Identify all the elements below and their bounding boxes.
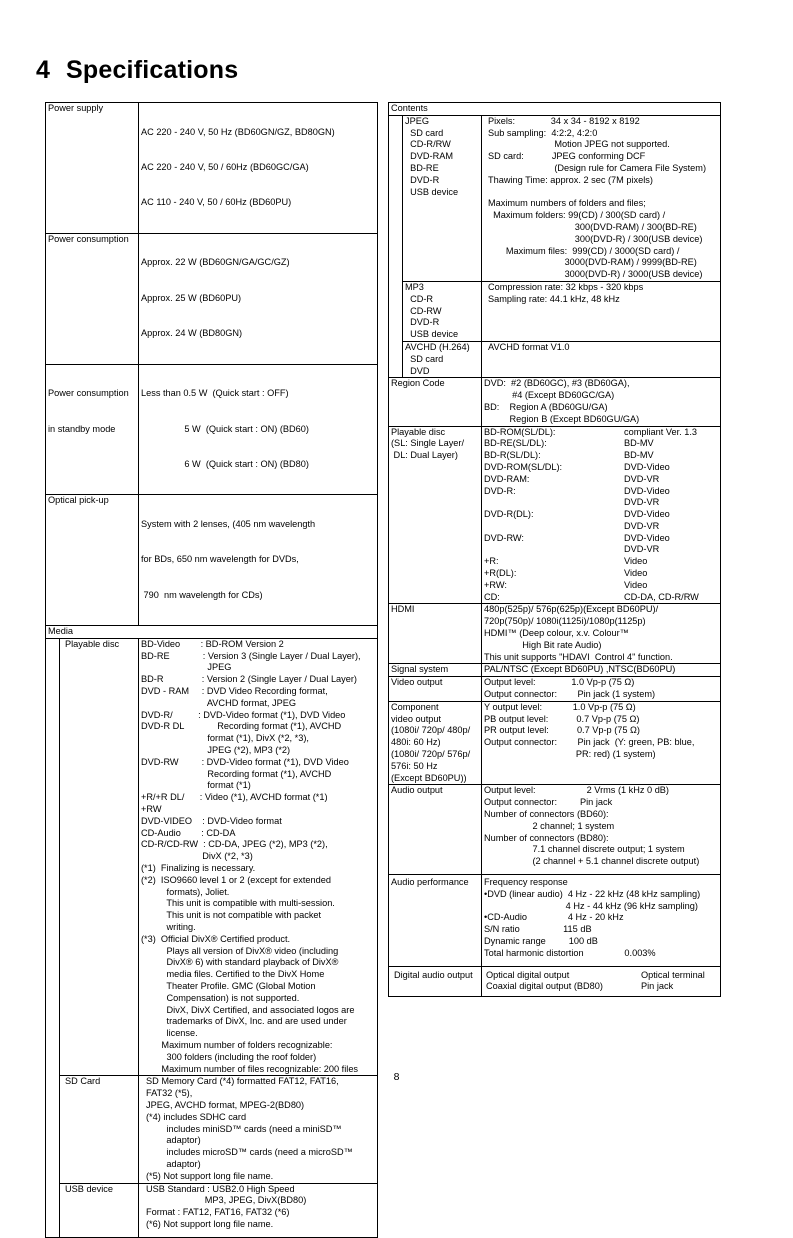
spec-line: Number of connectors (BD80): [484, 832, 609, 843]
spec-value [482, 341, 721, 377]
spec-line: format (*1), DivX (*2, *3), [141, 733, 309, 744]
spec-line [488, 187, 718, 199]
spec-row-jpeg [389, 115, 721, 281]
spec-line: 576i: 50 Hz [391, 760, 438, 771]
right-spec-table [388, 102, 721, 997]
spec-row-media [46, 626, 378, 639]
spec-label: Playable disc [60, 638, 139, 1075]
spec-line: CD-RW [405, 305, 442, 316]
spec-row-avchd [389, 341, 721, 377]
spec-line: Output connector: Pin jack (1 system) [484, 689, 656, 700]
spec-line: JPEG [405, 115, 429, 126]
spec-key: +R: [484, 556, 499, 567]
spec-line: (1080i/ 720p/ 480p/ [391, 725, 471, 736]
spec-line: Maximum number of files recognizable: 200 files [141, 1063, 359, 1074]
spec-line: video output [391, 713, 442, 724]
spec-line: BD-Video : BD-ROM Version 2 [141, 638, 284, 649]
spec-line: 4 Hz - 44 kHz (96 kHz sampling) [484, 900, 698, 911]
spec-line: DVD-RW : DVD-Video format (*1), DVD Video [141, 756, 349, 767]
spec-key [484, 521, 624, 533]
spec-line: DVD - RAM : DVD Video Recording format, [141, 686, 328, 697]
spec-line: DVD-R/ : DVD-Video format (*1), DVD Video [141, 709, 346, 720]
spec-pair-row [484, 521, 718, 533]
spec-row-playable-disc [46, 638, 378, 1075]
spec-key: +RW: [484, 579, 507, 590]
spec-line: Maximum files: 999(CD) / 3000(SD card) / [488, 245, 680, 256]
spec-row-digital-audio [389, 966, 721, 997]
spec-line: USB device [405, 186, 459, 197]
spec-line: AVCHD format V1.0 [488, 341, 570, 352]
spec-value [482, 115, 721, 281]
spec-val: Optical terminal [641, 969, 705, 980]
spec-line: Maximum folders: 99(CD) / 300(SD card) / [488, 210, 666, 221]
spec-val: BD-MV [624, 438, 654, 449]
spec-line: DVD: #2 (BD60GC), #3 (BD60GA), [484, 378, 630, 389]
spec-value [482, 426, 721, 604]
spec-val: DVD-Video [624, 532, 670, 543]
indent-cell [46, 1076, 60, 1183]
spec-row-audio-output [389, 785, 721, 875]
spec-val: DVD-Video [624, 485, 670, 496]
spec-row-mp3 [389, 281, 721, 341]
spec-line: BD-RE : Version 3 (Single Layer / Dual Layer), [141, 650, 361, 661]
spec-key: CD: [484, 591, 500, 602]
spec-row-audio-performance [389, 875, 721, 967]
spec-line: 300(DVD-RAM) / 300(BD-RE) [488, 221, 697, 232]
spec-value [139, 103, 378, 234]
spec-row-playable-disc-right [389, 426, 721, 604]
spec-line: DVD-R DL Recording format (*1), AVCHD [141, 721, 342, 732]
label-line: Power consumption [48, 388, 129, 399]
spec-line: JPEG, AVCHD format, MPEG-2(BD80) [146, 1099, 305, 1110]
spec-line: (SL: Single Layer/ [391, 438, 465, 449]
spec-row-component [389, 701, 721, 785]
spec-line: 300 folders (including the roof folder) [141, 1051, 317, 1062]
spec-line: format (*1) [141, 780, 251, 791]
spec-line: +RW [141, 804, 162, 815]
spec-pair-row [484, 544, 718, 556]
spec-key: BD-R(SL/DL): [484, 450, 541, 461]
spec-line: Theater Profile. GMC (Global Motion [141, 980, 316, 991]
spec-val: compliant Ver. 1.3 [624, 426, 698, 437]
spec-line: Y output level: 1.0 Vp-p (75 Ω) [484, 701, 636, 712]
indent-cell [389, 341, 403, 377]
spec-line: DivX, DivX Certified, and associated logos are [141, 1004, 355, 1015]
spec-row-signal [389, 664, 721, 677]
spec-line: 7.1 channel discrete output; 1 system [484, 844, 685, 855]
spec-line: BD: Region A (BD60GU/GA) [484, 401, 608, 412]
spec-value [482, 785, 721, 875]
spec-val: Pin jack [641, 981, 674, 992]
spec-label: Power supply [46, 103, 139, 234]
spec-line: 480i: 60 Hz) [391, 737, 441, 748]
spec-line: (*1) Finalizing is necessary. [141, 863, 256, 873]
spec-line: (*4) includes SDHC card [146, 1111, 247, 1122]
spec-line: (Design rule for Camera File System) [488, 162, 707, 173]
spec-line: media files. Certified to the DivX Home [141, 969, 325, 980]
spec-value [482, 604, 721, 664]
indent-cell [389, 281, 403, 341]
spec-pair-row [484, 509, 718, 521]
spec-line: HDMI™ (Deep colour, x.v. Colour™ [484, 628, 629, 639]
spec-line: AC 110 - 240 V, 50 / 60Hz (BD60PU) [141, 197, 292, 208]
spec-line: (*2) ISO9660 level 1 or 2 (except for extended [141, 874, 331, 885]
spec-line: S/N ratio 115 dB [484, 924, 592, 935]
spec-value [482, 875, 721, 967]
spec-pair-row [486, 970, 718, 982]
spec-val: Video [624, 579, 648, 590]
spec-line: JPEG [141, 662, 232, 673]
spec-line: Output level: 1.0 Vp-p (75 Ω) [484, 677, 635, 688]
spec-line: This unit is compatible with multi-session. [141, 898, 335, 909]
spec-row-usb-device [46, 1183, 378, 1237]
spec-key: +R(DL): [484, 568, 517, 579]
spec-line: adaptor) [146, 1158, 201, 1169]
spec-val: CD-DA, CD-R/RW [624, 591, 699, 602]
spec-val: DVD-VR [624, 473, 660, 484]
spec-line: Approx. 22 W (BD60GN/GA/GC/GZ) [141, 257, 290, 268]
spec-val: DVD-VR [624, 497, 660, 508]
spec-line: #4 (Except BD60GC/GA) [484, 390, 615, 401]
spec-key: DVD-ROM(SL/DL): [484, 461, 563, 472]
spec-line: CD-R/CD-RW : CD-DA, JPEG (*2), MP3 (*2), [141, 839, 328, 850]
spec-line: Output connector: Pin jack [484, 797, 613, 808]
spec-line: High Bit rate Audio) [484, 639, 602, 650]
spec-val: Video [624, 556, 648, 567]
spec-value [482, 677, 721, 702]
spec-line: Dynamic range 100 dB [484, 935, 598, 946]
spec-val: DVD-VR [624, 520, 660, 531]
spec-line: adaptor) [146, 1135, 201, 1146]
spec-label [403, 115, 482, 281]
spec-line: Total harmonic distortion 0.003% [484, 947, 656, 958]
spec-label [389, 426, 482, 604]
spec-key: BD-RE(SL/DL): [484, 438, 547, 449]
spec-label: Power consumption [46, 233, 139, 364]
spec-label: HDMI [389, 604, 482, 664]
spec-line: license. [141, 1028, 198, 1039]
spec-line: DVD-R [405, 317, 440, 328]
spec-row-standby [46, 364, 378, 495]
spec-key: Optical digital output [486, 969, 570, 980]
spec-line: Maximum number of folders recognizable: [141, 1039, 333, 1050]
spec-line: Approx. 24 W (BD80GN) [141, 328, 243, 339]
spec-key: DVD-R(DL): [484, 509, 534, 520]
spec-line: AC 220 - 240 V, 50 Hz (BD60GN/GZ, BD80GN) [141, 126, 335, 137]
left-spec-table [45, 102, 378, 1238]
spec-line: PR output level: 0.7 Vp-p (75 Ω) [484, 725, 640, 736]
spec-line: BD-RE [405, 162, 439, 173]
spec-line: Recording format (*1), AVCHD [141, 768, 332, 779]
spec-row-region [389, 378, 721, 426]
spec-label [403, 341, 482, 377]
indent-cell [46, 1183, 60, 1237]
spec-line: writing. [141, 921, 196, 932]
spec-line: trademarks of DivX, Inc. and are used under [141, 1016, 347, 1027]
spec-line: DVD-RAM [405, 151, 453, 162]
spec-line: MP3, JPEG, DivX(BD80) [146, 1195, 307, 1206]
spec-line: includes microSD™ cards (need a microSD™ [146, 1147, 353, 1158]
spec-value [139, 1183, 378, 1237]
spec-value [139, 495, 378, 626]
spec-line: JPEG (*2), MP3 (*2) [141, 745, 291, 756]
spec-line: DVD [405, 365, 430, 376]
spec-line: Number of connectors (BD60): [484, 809, 609, 820]
spec-pair-row [484, 533, 718, 545]
spec-pair-row [486, 981, 718, 993]
spec-line: SD card [405, 353, 444, 364]
spec-val: Video [624, 568, 648, 579]
spec-line: Maximum numbers of folders and files; [488, 198, 646, 209]
spec-label: Optical pick-up [46, 495, 139, 626]
spec-key: DVD-RAM: [484, 473, 530, 484]
spec-line: Less than 0.5 W (Quick start : OFF) [141, 388, 289, 399]
spec-line: 5 W (Quick start : ON) (BD60) [141, 423, 309, 434]
spec-value [482, 281, 721, 341]
spec-line: MP3 [405, 281, 424, 292]
spec-label: USB device [60, 1183, 139, 1237]
spec-line: Motion JPEG not supported. [488, 139, 670, 150]
spec-key: DVD-R: [484, 485, 516, 496]
spec-line: AC 220 - 240 V, 50 / 60Hz (BD60GC/GA) [141, 161, 309, 172]
spec-label: Contents [389, 103, 721, 116]
spec-label [46, 364, 139, 495]
spec-line: System with 2 lenses, (405 nm wavelength [141, 518, 316, 529]
spec-value [482, 664, 721, 677]
spec-val: BD-MV [624, 450, 654, 461]
spec-label: Audio performance [389, 875, 482, 967]
spec-label: SD Card [60, 1076, 139, 1183]
spec-value [139, 364, 378, 495]
spec-line: Frequency response [484, 877, 568, 887]
indent-cell [46, 638, 60, 1075]
spec-pair-row [484, 556, 718, 568]
spec-line: 480p(525p)/ 576p(625p)(Except BD60PU)/ [484, 604, 659, 615]
label-line: in standby mode [48, 423, 116, 434]
spec-line: 2 channel; 1 system [484, 820, 615, 831]
spec-line: (1080i/ 720p/ 576p/ [391, 749, 471, 760]
spec-key: Coaxial digital output (BD80) [486, 981, 603, 992]
spec-pair-row [484, 450, 718, 462]
spec-key [484, 497, 624, 509]
spec-line: DL: Dual Layer) [391, 450, 458, 461]
spec-key: BD-ROM(SL/DL): [484, 426, 556, 437]
spec-row-video [389, 677, 721, 702]
spec-line: This unit supports "HDAVI Control 4" function. [484, 651, 673, 662]
spec-line: Compensation) is not supported. [141, 992, 300, 1003]
spec-line: Sampling rate: 44.1 kHz, 48 kHz [488, 293, 620, 304]
spec-key: DVD-RW: [484, 532, 524, 543]
spec-line: Output connector: Pin jack (Y: green, PB: blue, [484, 737, 695, 748]
spec-line: Output level: 2 Vrms (1 kHz 0 dB) [484, 785, 669, 796]
spec-value [482, 966, 721, 997]
spec-line: CD-R [405, 293, 434, 304]
spec-line: USB device [405, 329, 459, 340]
spec-line: CD-Audio : CD-DA [141, 827, 236, 838]
spec-line: 300(DVD-R) / 300(USB device) [488, 233, 703, 244]
spec-line: SD Memory Card (*4) formatted FAT12, FAT16, [146, 1076, 339, 1087]
spec-label: Video output [389, 677, 482, 702]
spec-row-pickup [46, 495, 378, 626]
spec-pair-row [484, 580, 718, 592]
spec-line: for BDs, 650 nm wavelength for DVDs, [141, 554, 299, 565]
spec-value [139, 638, 378, 1075]
spec-pair-row [484, 438, 718, 450]
spec-line: Approx. 25 W (BD60PU) [141, 292, 242, 303]
spec-val: DVD-VR [624, 544, 660, 555]
spec-line: 790 nm wavelength for CDs) [141, 589, 263, 600]
spec-pair-row [484, 568, 718, 580]
spec-value [482, 701, 721, 785]
section-title: Specifications [66, 56, 239, 84]
spec-line: USB Standard : USB2.0 High Speed [146, 1183, 295, 1194]
spec-value [139, 233, 378, 364]
spec-pair-row [484, 497, 718, 509]
spec-value [139, 1076, 378, 1183]
spec-line: Region B (Except BD60GU/GA) [484, 413, 640, 424]
spec-row-power-supply [46, 103, 378, 234]
spec-line: 720p(750p)/ 1080i(1125i)/1080p(1125p) [484, 616, 646, 627]
spec-line: (2 channel + 5.1 channel discrete output) [484, 856, 700, 867]
spec-line: AVCHD format, JPEG [141, 697, 297, 708]
spec-line: DVD-VIDEO : DVD-Video format [141, 815, 282, 826]
spec-pair-row [484, 486, 718, 498]
spec-row-hdmi [389, 604, 721, 664]
spec-line: Component [391, 701, 439, 712]
spec-label: Signal system [389, 664, 482, 677]
spec-value [482, 378, 721, 426]
spec-line: CD-R/RW [405, 139, 451, 150]
spec-line: PR: red) (1 system) [484, 749, 656, 760]
spec-line: (*6) Not support long file name. [146, 1218, 274, 1229]
spec-label: Audio output [389, 785, 482, 875]
section-number: 4 [36, 56, 51, 84]
spec-line: SD card: JPEG conforming DCF [488, 151, 646, 162]
spec-pair-row [484, 474, 718, 486]
spec-val: DVD-Video [624, 509, 670, 520]
spec-row-sd-card [46, 1076, 378, 1183]
spec-line: DivX® 6) with standard playback of DivX® [141, 957, 339, 968]
spec-line: 3000(DVD-R) / 3000(USB device) [488, 269, 703, 280]
spec-line: includes miniSD™ cards (need a miniSD™ [146, 1123, 342, 1134]
page-number: 8 [393, 1071, 400, 1083]
spec-line: BD-R : Version 2 (Single Layer / Dual Layer) [141, 674, 357, 685]
spec-line: 3000(DVD-RAM) / 9999(BD-RE) [488, 257, 697, 268]
spec-line: Playable disc [391, 426, 446, 437]
spec-line: •CD-Audio 4 Hz - 20 kHz [484, 912, 624, 923]
spec-line: AVCHD (H.264) [405, 341, 470, 352]
spec-line: DVD-R [405, 174, 440, 185]
spec-line: Compression rate: 32 kbps - 320 kbps [488, 281, 644, 292]
spec-line: +R/+R DL/ : Video (*1), AVCHD format (*1) [141, 792, 328, 803]
spec-line: Format : FAT12, FAT16, FAT32 (*6) [146, 1207, 290, 1218]
spec-line: DivX (*2, *3) [141, 851, 253, 862]
spec-pair-row [484, 592, 718, 604]
spec-line: (Except BD60PU)) [391, 772, 467, 783]
indent-cell [389, 115, 403, 281]
spec-label: Digital audio output [389, 966, 482, 997]
spec-line: (*3) Official DivX® Certified product. [141, 933, 291, 944]
spec-line: Sub sampling: 4:2:2, 4:2:0 [488, 127, 598, 138]
spec-pair-row [484, 462, 718, 474]
spec-line: (*5) Not support long file name. [146, 1170, 274, 1181]
spec-label: Region Code [389, 378, 482, 426]
page-title [36, 56, 238, 85]
spec-label [403, 281, 482, 341]
spec-label: Media [46, 626, 378, 639]
spec-line: •DVD (linear audio) 4 Hz - 22 kHz (48 kHz sampling) [484, 888, 701, 899]
spec-line: formats), Joliet. [141, 886, 230, 897]
spec-row-power-consumption [46, 233, 378, 364]
spec-row-contents [389, 103, 721, 116]
spec-val: DVD-Video [624, 461, 670, 472]
spec-line: Pixels: 34 x 34 - 8192 x 8192 [488, 115, 640, 126]
spec-pair-row [484, 427, 718, 439]
spec-line: 6 W (Quick start : ON) (BD80) [141, 458, 309, 469]
spec-line: PAL/NTSC (Except BD60PU) ,NTSC(BD60PU) [484, 664, 676, 675]
spec-line: This unit is not compatible with packet [141, 910, 322, 921]
spec-key [484, 544, 624, 556]
spec-line: FAT32 (*5), [146, 1088, 193, 1099]
spec-line: Plays all version of DivX® video (including [141, 945, 339, 956]
spec-line: PB output level: 0.7 Vp-p (75 Ω) [484, 713, 640, 724]
spec-label [389, 701, 482, 785]
spec-line: Thawing Time: approx. 2 sec (7M pixels) [488, 174, 653, 185]
spec-line: SD card [405, 127, 444, 138]
